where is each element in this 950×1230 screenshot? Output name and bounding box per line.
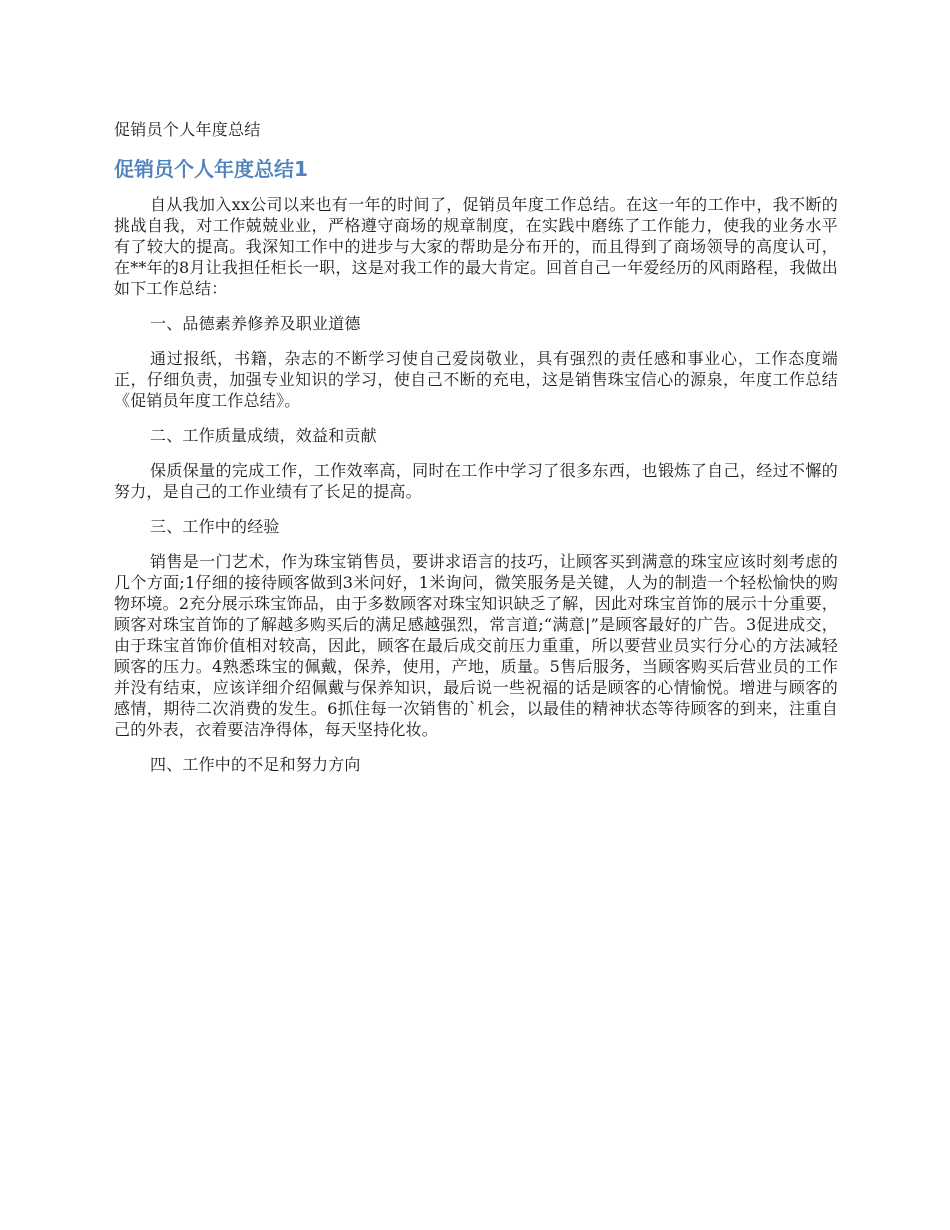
subheading-experience: 三、工作中的经验: [150, 517, 280, 536]
section-heading: 促销员个人年度总结1: [114, 157, 308, 181]
document-page: [114, 118, 838, 789]
intro-paragraph: 自从我加入xx公司以来也有一年的时间了，促销员年度工作总结。在这一年的工作中，我不断的挑战自我，对工作兢兢业业，严格遵守商场的规章制度，在实践中磨练了工作能力，使我的业务水平有了较大的提高。我深知工作中的进步与大家的帮助是分布开的，而且得到了商场领导的高度认可，在**年的8月让我担任柜长一职，这是对我工作的最大肯定。回首自己一年爱经历的风雨路程，我做出如下工作总结：: [114, 195, 838, 298]
ethics-paragraph: 通过报纸，书籍，杂志的不断学习使自己爱岗敬业，具有强烈的责任感和事业心，工作态度端正，仔细负责，加强专业知识的学习，使自己不断的充电，这是销售珠宝信心的源泉，年度工作总结《促销员年度工作总结》。: [114, 349, 838, 410]
subheading-quality: 二、工作质量成绩，效益和贡献: [150, 426, 377, 445]
subheading-shortcomings: 四、工作中的不足和努力方向: [150, 755, 361, 774]
document-title: 促销员个人年度总结: [114, 120, 261, 139]
experience-paragraph: 销售是一门艺术，作为珠宝销售员，要讲求语言的技巧，让顾客买到满意的珠宝应该时刻考虑的几个方面;1仔细的接待顾客做到3米问好，1米询问，微笑服务是关键，人为的制造一个轻松愉快的购物环境。2充分展示珠宝饰品，由于多数顾客对珠宝知识缺乏了解，因此对珠宝首饰的展示十分重要，顾客对珠宝首饰的了解越多购买后的满足感越强烈，常言道;“满意|”是顾客最好的广告。3促进成交，由于珠宝首饰价值相对较高，因此，顾客在最后成交前压力重重，所以要营业员实行分心的方法减轻顾客的压力。4熟悉珠宝的佩戴，保养，使用，产地，质量。5售后服务，当顾客购买后营业员的工作并没有结束，应该详细介绍佩戴与保养知识，最后说一些祝福的话是顾客的心情愉悦。增进与顾客的感情，期待二次消费的发生。6抓住每一次销售的`机会，以最佳的精神状态等待顾客的到来，注重自己的外表，衣着要洁净得体，每天坚持化妆。: [114, 552, 838, 739]
subheading-ethics: 一、品德素养修养及职业道德: [150, 314, 361, 333]
quality-paragraph: 保质保量的完成工作，工作效率高，同时在工作中学习了很多东西，也锻炼了自己，经过不懈的努力，是自己的工作业绩有了长足的提高。: [114, 461, 838, 501]
